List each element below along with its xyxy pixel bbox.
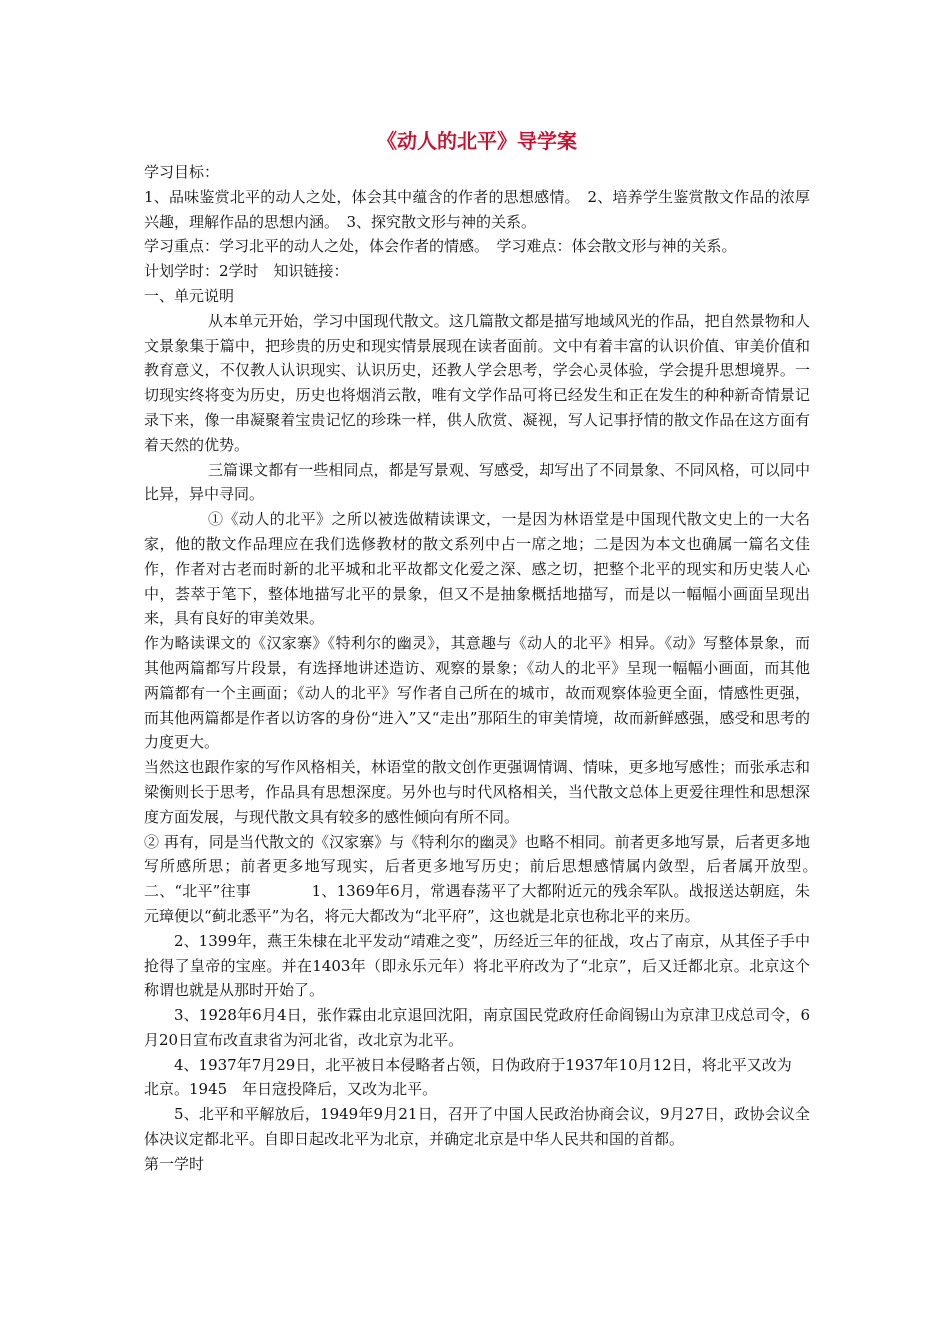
history-item-3: 3、1928年6月4日，张作霖由北京退回沈阳，南京国民党政府任命阎锡山为京津卫戍总司令，6月20日宣布改直隶省为河北省，改北京为北平。 (144, 1006, 810, 1049)
paragraph-4: 作为略读课文的《汉家寨》《特利尔的幽灵》，其意趣与《动人的北平》相异。《动》写整体景象，而其他两篇都写片段景，有选择地讲述造访、观察的景象；《动人的北平》呈现一幅幅小画面，而其他两篇都有一个主画面；《动人的北平》写作者自己所在的城市，故而观察体验更全面，情感性更强，而其他两篇都是作者以访客的身份“进入”又“走出”那陌生的审美情境，故而新鲜感强，感受和思考的力度更大。 (144, 634, 810, 752)
goals-text: 1、品味鉴赏北平的动人之处，体会其中蕴含的作者的思想感情。 2、培养学生鉴赏散文作品的浓厚兴趣，理解作品的思想内涵。 3、探究散文形与神的关系。 (144, 187, 810, 231)
goals-heading: 学习目标： (144, 163, 220, 181)
document-page (144, 124, 826, 1177)
history-item-4: 4、1937年7月29日，北平被日本侵略者占领，日伪政府于1937年10月12日，将北平又改为 (174, 1055, 792, 1074)
paragraph-2: 三篇课文都有一些相同点，都是写景观、写感受，却写出了不同景象、不同风格，可以同中比异，异中寻同。 (144, 460, 810, 504)
history-item-4-cont: 北京。1945 年日寇投降后，又改为北平。 (144, 1080, 438, 1099)
paragraph-5: 当然这也跟作家的写作风格相关，林语堂的散文创作更强调情调、情味，更多地写感性；而张承志和梁衡则长于思考，作品具有思想深度。另外也与时代风格相关，当代散文总体上更爱往理性和思想深度方面发展，与现代散文具有较多的感性倾向有所不同。 (144, 758, 810, 826)
unit-heading: 一、单元说明 (144, 286, 235, 305)
hours-text: 计划学时：2学时 知识链接： (144, 262, 349, 281)
document-title: 《动人的北平》导学案 (377, 129, 577, 153)
lesson-heading: 第一学时 (144, 1154, 205, 1173)
focus-text: 学习重点：学习北平的动人之处，体会作者的情感。 学习难点：体会散文形与神的关系。 (144, 237, 737, 256)
paragraph-1: 从本单元开始，学习中国现代散文。这几篇散文都是描写地域风光的作品，把自然景物和人文景象集于篇中，把珍贵的历史和现实情景展现在读者面前。文中有着丰富的认识价值、审美价值和教育意义，不仅教人认识现实、认识历史，还教人学会思考，学会心灵体验，学会提升思想境界。一切现实终将变为历史，历史也将烟消云散，唯有文学作品可将已经发生和正在发生的种种新奇情景记录下来，像一串凝聚着宝贵记忆的珍珠一样，供人欣赏、凝视，写人记事抒情的散文作品在这方面有着天然的优势。 (144, 311, 810, 454)
paragraph-6: ② 再有，同是当代散文的《汉家寨》与《特利尔的幽灵》也略不相同。前者更多地写景，后者更多地写所感所思；前者更多地写现实，后者更多地写历史；前后思想感情属内敛型，后者属开放型。 二、“北平”往事 1、1369年6月，常遇春荡平了大都附近元的残余军队。战报送达朝庭，朱元璋便以“蓟北悉平”为名，将元大都改为“北平府”，这也就是北京也称北平的来历。 (144, 832, 826, 925)
paragraph-3: ①《动人的北平》之所以被选做精读课文，一是因为林语堂是中国现代散文史上的一大名家，他的散文作品理应在我们选修教材的散文系列中占一席之地；二是因为本文也确属一篇名文佳作，作者对古老而时新的北平城和北平故都文化爱之深、感之切，把整个北平的现实和历史装人心中，荟萃于笔下，整体地描写北平的景象，但又不是抽象概括地描写，而是以一幅幅小画面呈现出来，具有良好的审美效果。 (144, 510, 810, 628)
history-item-5: 5、北平和平解放后，1949年9月21日，召开了中国人民政治协商会议，9月27日，政协会议全体决议定都北平。自即日起改北平为北京，并确定北京是中华人民共和国的首都。 (144, 1105, 810, 1149)
history-item-2: 2、1399年，燕王朱棣在北平发动“靖难之变”，历经近三年的征战，攻占了南京，从其侄子手中抢得了皇帝的宝座。并在1403年（即永乐元年）将北平府改为了“北京”，后又迁都北京。北京这个称谓也就是从那时开始了。 (144, 931, 810, 1000)
